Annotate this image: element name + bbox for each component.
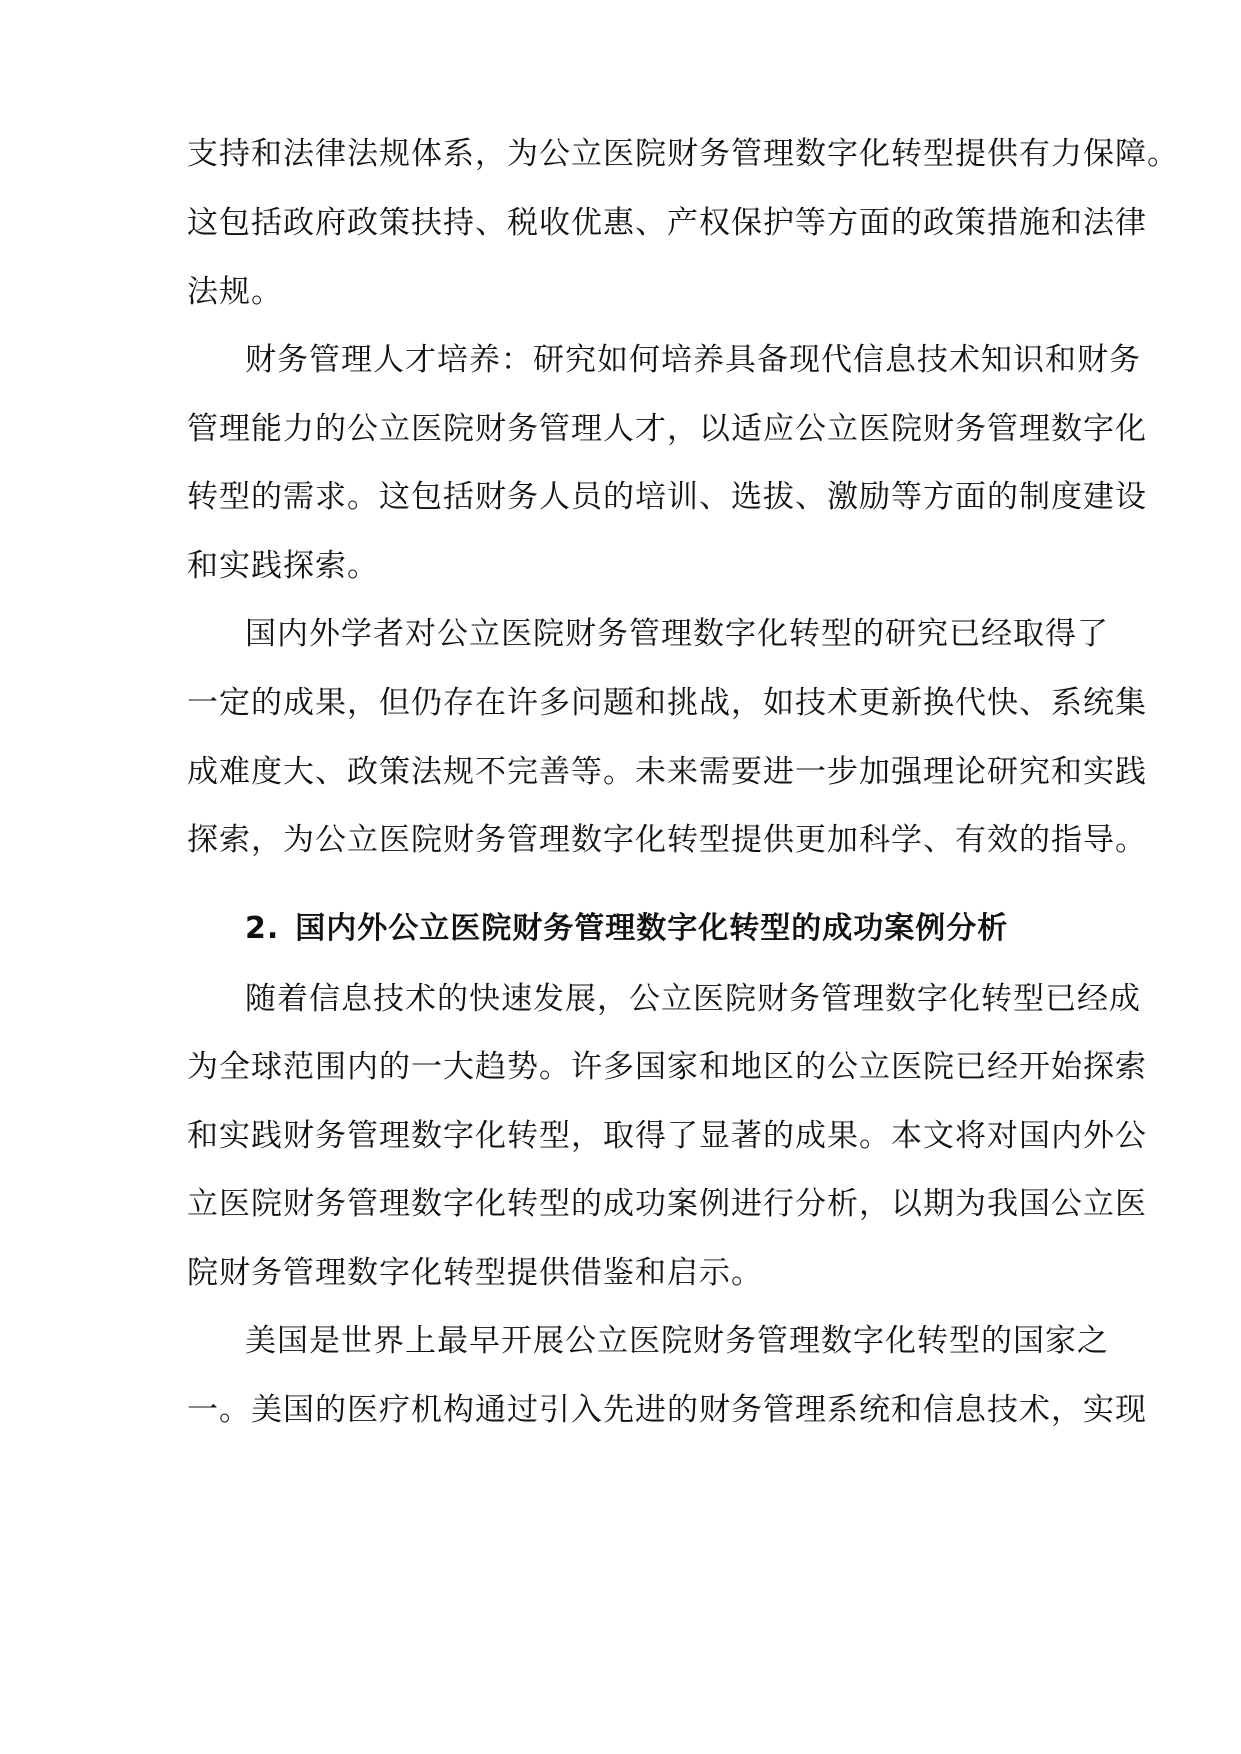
paragraph-line: 一。美国的医疗机构通过引入先进的财务管理系统和信息技术，实现 (187, 1392, 1147, 1428)
paragraph-line: 转型的需求。这包括财务人员的培训、选拔、激励等方面的制度建设 (187, 479, 1147, 515)
paragraph-line: 立医院财务管理数字化转型的成功案例进行分析，以期为我国公立医 (187, 1186, 1147, 1222)
paragraph-line: 这包括政府政策扶持、税收优惠、产权保护等方面的政策措施和法律 (187, 205, 1147, 241)
paragraph-line: 探索，为公立医院财务管理数字化转型提供更加科学、有效的指导。 (187, 822, 1147, 858)
paragraph-line: 成难度大、政策法规不完善等。未来需要进一步加强理论研究和实践 (187, 754, 1147, 790)
section-title: 国内外公立医院财务管理数字化转型的成功案例分析 (295, 911, 1009, 946)
paragraph-line: 和实践财务管理数字化转型，取得了显著的成果。本文将对国内外公 (187, 1118, 1147, 1154)
paragraph-line: 院财务管理数字化转型提供借鉴和启示。 (187, 1255, 763, 1291)
paragraph-line: 国内外学者对公立医院财务管理数字化转型的研究已经取得了 (245, 616, 1109, 652)
paragraph-line: 一定的成果，但仍存在许多问题和挑战，如技术更新换代快、系统集 (187, 685, 1147, 721)
paragraph-line: 支持和法律法规体系，为公立医院财务管理数字化转型提供有力保障。 (187, 136, 1179, 172)
paragraph-line: 财务管理人才培养：研究如何培养具备现代信息技术知识和财务 (245, 342, 1141, 378)
paragraph-line: 管理能力的公立医院财务管理人才，以适应公立医院财务管理数字化 (187, 411, 1147, 447)
paragraph-line: 为全球范围内的一大趋势。许多国家和地区的公立医院已经开始探索 (187, 1049, 1147, 1085)
paragraph-line: 和实践探索。 (187, 548, 379, 584)
paragraph-line: 随着信息技术的快速发展，公立医院财务管理数字化转型已经成 (245, 981, 1141, 1017)
paragraph-line: 法规。 (187, 274, 283, 310)
section-heading (245, 909, 1008, 949)
paragraph-line: 美国是世界上最早开展公立医院财务管理数字化转型的国家之 (245, 1323, 1109, 1359)
section-number: 2. (245, 911, 280, 946)
